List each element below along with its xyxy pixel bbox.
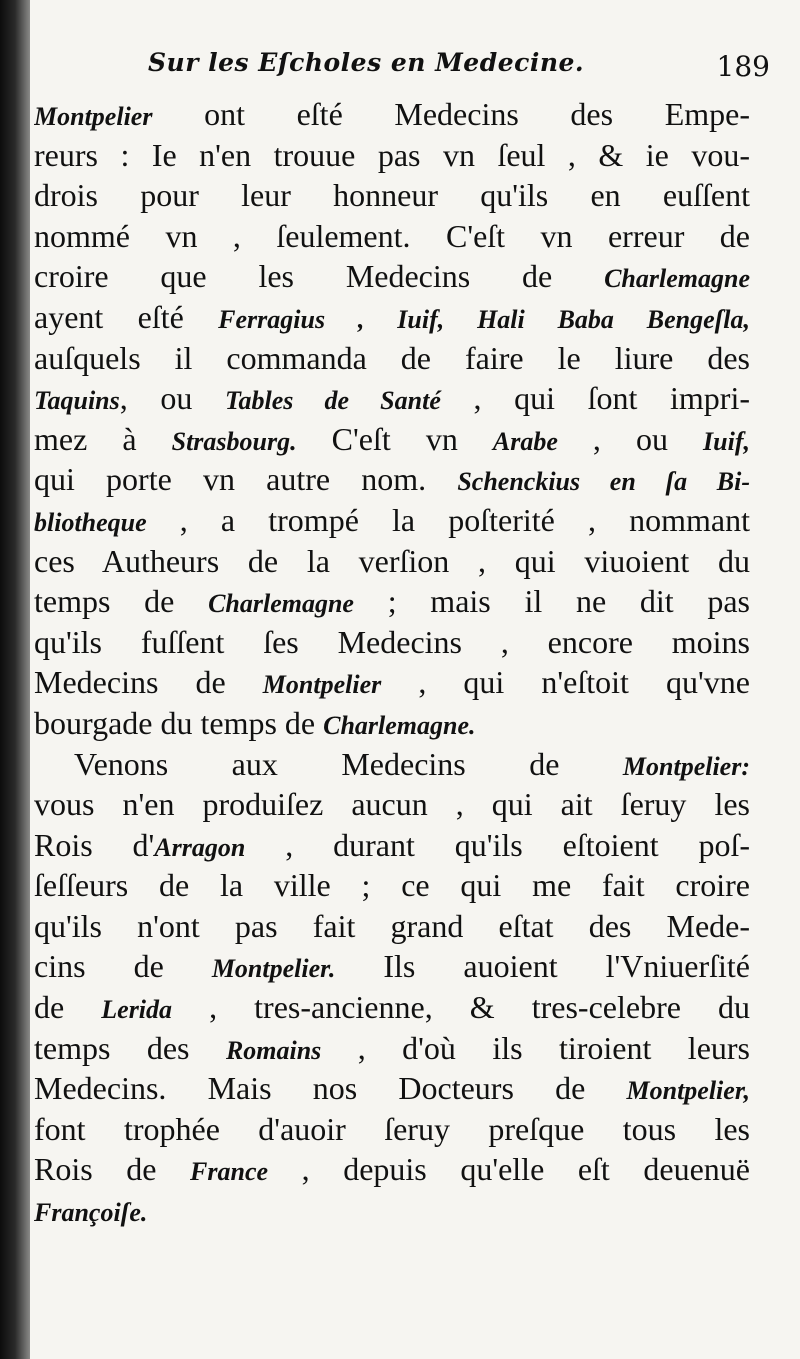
text-line — [34, 1028, 750, 1069]
italic-text: Lerida — [101, 995, 173, 1025]
italic-text: Montpelier — [34, 102, 153, 131]
roman-text: de — [34, 989, 102, 1026]
italic-text: Arragon — [154, 832, 246, 862]
italic-text: Montpelier — [262, 670, 382, 700]
roman-text: ces Autheurs de la verſion , qui viuoient du — [34, 542, 750, 579]
text-line — [34, 622, 750, 663]
roman-text: auſquels il commanda de faire le liure des — [34, 339, 750, 376]
roman-text: , ou — [557, 420, 704, 457]
text-line — [34, 459, 750, 500]
roman-text: Medecins. Mais nos Docteurs de — [34, 1070, 627, 1107]
text-line — [34, 1190, 750, 1231]
italic-text: bliotheque — [34, 507, 147, 537]
roman-text: cins de — [34, 948, 212, 985]
roman-text: qu'ils n'ont pas fait grand eſtat des Mede- — [34, 907, 750, 944]
text-line — [34, 541, 750, 582]
text-line — [34, 297, 750, 338]
text-line — [34, 175, 750, 216]
italic-text: France — [190, 1157, 269, 1187]
roman-text: nommé vn , ſeulement. C'eſt vn erreur de — [34, 217, 750, 254]
binding-gutter — [0, 0, 30, 1359]
text-line — [34, 216, 750, 257]
roman-text: qui porte vn autre nom. — [34, 461, 458, 498]
italic-text: Charlemagne — [604, 264, 750, 294]
italic-text: Charlemagne. — [323, 710, 476, 740]
italic-text: Tables de Santé — [225, 386, 441, 416]
running-title: Sur les Eſcholes en Medecine. — [148, 48, 585, 77]
roman-text: , qui n'eſtoit qu'vne — [381, 664, 750, 701]
text-line — [34, 1149, 750, 1190]
roman-text: temps des — [34, 1029, 226, 1066]
italic-text: Montpelier. — [211, 954, 336, 984]
roman-text: vous n'en produiſez aucun , qui ait ſeruy les — [34, 786, 750, 823]
roman-text: ; mais il ne dit pas — [353, 583, 750, 620]
italic-text: Ferragius , Iuif, Hali Baba Bengeſla, — [218, 304, 750, 334]
italic-text: Montpelier: — [622, 751, 750, 781]
text-line — [34, 94, 750, 135]
roman-text: font trophée d'auoir ſeruy preſque tous les — [34, 1110, 750, 1147]
roman-text: Ils auoient l'Vniuerſité — [335, 948, 750, 985]
italic-text: Charlemagne — [208, 589, 354, 619]
text-line — [34, 256, 750, 297]
roman-text: ſeſſeurs de la ville ; ce qui me fait croire — [34, 867, 750, 904]
text-line — [34, 135, 750, 176]
italic-text: Taquins — [34, 386, 120, 416]
roman-text: drois pour leur honneur qu'ils en euſſent — [34, 177, 750, 214]
italic-text: Arabe — [492, 426, 558, 456]
italic-text: Romains — [225, 1035, 322, 1065]
text-line — [34, 865, 750, 906]
italic-text: Iuif, — [703, 426, 750, 456]
roman-text: reurs : Ie n'en trouue pas vn ſeul , & ie vou- — [34, 136, 750, 173]
roman-text: C'eſt vn — [296, 420, 493, 457]
roman-text: , d'où ils tiroient leurs — [321, 1029, 750, 1066]
roman-text: bourgade du temps de — [34, 704, 324, 741]
roman-text: ayent eſté — [34, 298, 219, 335]
roman-text: Rois de — [34, 1151, 191, 1188]
roman-text: , a trompé la poſterité , nommant — [146, 501, 750, 538]
roman-text: Rois d' — [34, 826, 155, 863]
text-line — [34, 500, 750, 541]
roman-text: , tres-ancienne, & tres-celebre du — [172, 989, 750, 1026]
text-line — [34, 703, 750, 744]
text-line — [34, 987, 750, 1028]
text-line — [34, 378, 750, 419]
text-line — [34, 946, 750, 987]
text-line — [34, 825, 750, 866]
text-line — [34, 662, 750, 703]
roman-text: , qui ſont impri- — [440, 380, 750, 417]
italic-text: Strasbourg. — [171, 426, 297, 456]
roman-text: qu'ils fuſſent ſes Medecins , encore moins — [34, 623, 750, 660]
roman-text: Venons aux Medecins de — [74, 745, 623, 782]
text-line — [34, 784, 750, 825]
text-line — [34, 744, 750, 785]
roman-text: ont eſté Medecins des Empe- — [152, 96, 750, 132]
roman-text: Medecins de — [34, 664, 263, 701]
text-line — [34, 1109, 750, 1150]
roman-text: mez à — [34, 420, 172, 457]
roman-text: croire que les Medecins de — [34, 258, 605, 295]
roman-text: , durant qu'ils eſtoient poſ- — [245, 826, 750, 863]
italic-text: Françoiſe. — [34, 1198, 148, 1228]
body-text — [34, 94, 750, 1231]
text-line — [34, 338, 750, 379]
text-line — [34, 419, 750, 460]
italic-text: Montpelier, — [626, 1076, 750, 1106]
page-number: 189 — [716, 50, 770, 83]
roman-text: temps de — [34, 583, 209, 620]
text-line — [34, 1068, 750, 1109]
roman-text: , depuis qu'elle eſt deuenuë — [268, 1151, 750, 1188]
italic-text: Schenckius en ſa Bi- — [457, 467, 750, 497]
text-line — [34, 906, 750, 947]
roman-text: , ou — [119, 380, 226, 417]
text-line — [34, 581, 750, 622]
page-header — [0, 44, 800, 94]
